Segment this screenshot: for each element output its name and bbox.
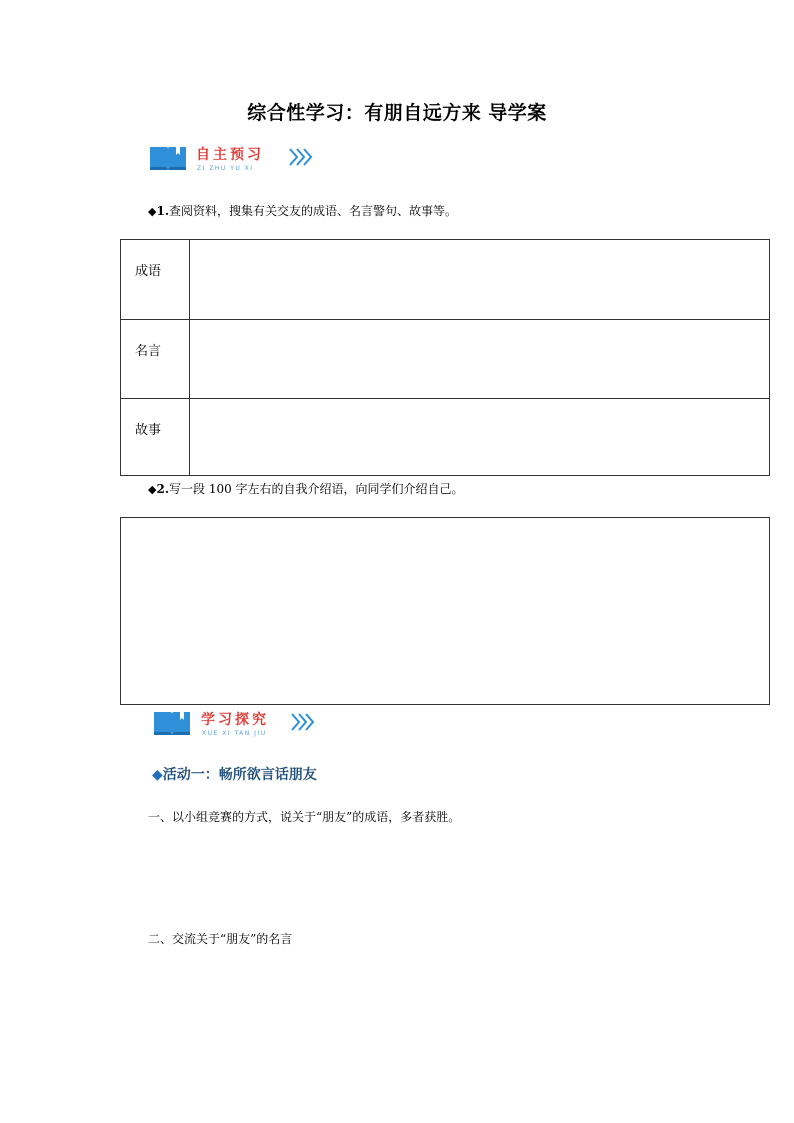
row-label: 名言 bbox=[121, 320, 190, 399]
section-title: 自主预习 bbox=[196, 147, 264, 163]
section-pinyin: ZI ZHU YU XI bbox=[197, 165, 254, 172]
question-1 bbox=[148, 202, 457, 219]
section-pinyin: XUE XI TAN JIU bbox=[202, 730, 267, 737]
page-title: 综合性学习：有朋自远方来 导学案 bbox=[247, 102, 547, 124]
row-label: 成语 bbox=[121, 240, 190, 320]
section-title: 学习探究 bbox=[201, 712, 269, 728]
task-item-2: 二、交流关于“朋友”的名言 bbox=[148, 932, 293, 946]
table-row bbox=[121, 320, 770, 399]
chevrons-icon bbox=[288, 147, 314, 167]
question-number: 2. bbox=[156, 482, 169, 496]
section-header-self-study bbox=[148, 143, 318, 179]
question-number: 1. bbox=[156, 204, 169, 218]
answer-cell[interactable] bbox=[190, 320, 770, 399]
book-icon bbox=[152, 708, 192, 738]
answer-cell[interactable] bbox=[190, 240, 770, 320]
table-row bbox=[121, 240, 770, 320]
table-row bbox=[121, 399, 770, 476]
chevrons-icon bbox=[290, 712, 316, 732]
diamond-marker: ◆ bbox=[152, 767, 163, 783]
question-text: 写一段 100 字左右的自我介绍语，向同学们介绍自己。 bbox=[169, 482, 464, 496]
diamond-marker: ◆ bbox=[148, 483, 157, 496]
question-2 bbox=[148, 480, 464, 497]
question-text: 查阅资料，搜集有关交友的成语、名言警句、故事等。 bbox=[169, 204, 458, 218]
activity-1-heading bbox=[152, 764, 317, 784]
section-header-inquiry bbox=[152, 708, 322, 744]
task-item-1: 一、以小组竞赛的方式，说关于“朋友”的成语，多者获胜。 bbox=[148, 810, 461, 824]
diamond-marker: ◆ bbox=[148, 205, 157, 218]
answer-box[interactable] bbox=[120, 517, 770, 705]
row-label: 故事 bbox=[121, 399, 190, 476]
book-icon bbox=[148, 143, 188, 173]
collection-table bbox=[120, 239, 770, 476]
answer-cell[interactable] bbox=[190, 399, 770, 476]
activity-title: 活动一：畅所欲言话朋友 bbox=[162, 767, 317, 783]
